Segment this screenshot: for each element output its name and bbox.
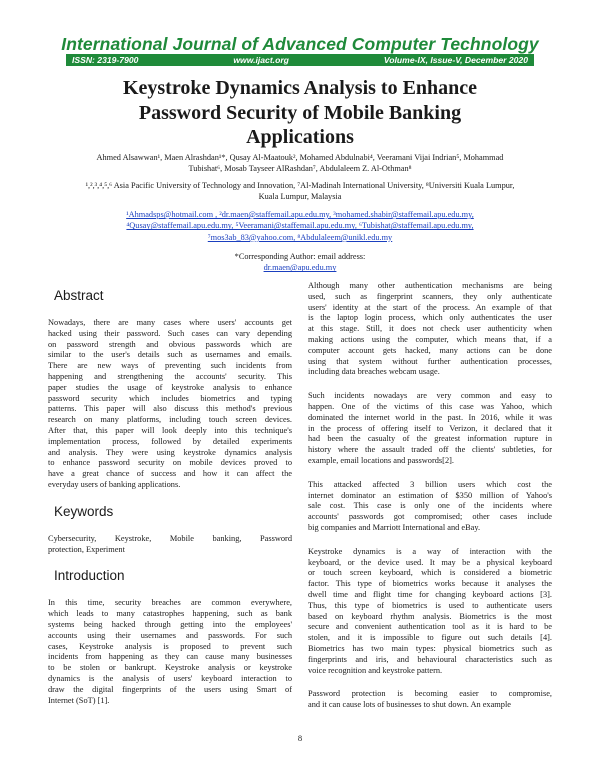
text-line: to enhance password security on mobile devices proved to: [48, 458, 292, 468]
text-line: making actions using the computer, which means that, if a: [308, 334, 552, 344]
journal-website[interactable]: www.ijact.org: [233, 55, 289, 65]
text-line: in the process of offering itself to Verizon, it declared that it: [308, 423, 552, 433]
journal-info-bar: [66, 54, 534, 66]
author-list: [50, 152, 550, 175]
text-line: example, email locations and passwords[2].: [308, 455, 454, 465]
journal-issn: ISSN: 2319-7900: [72, 55, 139, 65]
affiliation-line: ¹,²,³,⁴,⁵,⁶ Asia Pacific University of Technology and Innovation, ⁷Al-Madinah International University, ⁸Universiti Kuala Lumpur,: [85, 181, 515, 190]
text-line: which leads to many catastrophes happening, such as bank: [48, 609, 292, 619]
text-line: draw the digital fingerprints of the users using Smart of: [48, 684, 292, 694]
text-line: research on many platforms, including touch screen devices.: [48, 415, 292, 425]
text-line: protection, Experiment: [48, 544, 125, 554]
text-line: similar to the user's details such as usernames and emails.: [48, 350, 292, 360]
journal-title: International Journal of Advanced Computer Technology: [61, 34, 539, 54]
text-line: stolen, and it is impossible to figure out such details [4].: [308, 633, 552, 643]
text-line: Although many other authentication mechanisms are being: [308, 281, 552, 290]
abstract-heading: Abstract: [54, 288, 104, 303]
text-line: accounts' passwords got compromised; other cases include: [308, 512, 552, 522]
body-paragraph: [308, 391, 552, 467]
page-number: 8: [297, 733, 303, 743]
text-line: dominated the internet world in the past. In 2016, while it was: [308, 412, 552, 422]
text-line: at this stage. Still, it does not check user authenticity when: [308, 324, 552, 334]
text-line: Password protection is becoming easier to compromise,: [308, 689, 552, 699]
text-line: factor. This type of biometrics works because it analyses the: [308, 579, 552, 589]
body-paragraph: [308, 547, 552, 677]
text-line: history where the assault traded off the clients' subtleties, for: [308, 445, 552, 455]
text-line: Internet (SoT) [1].: [48, 695, 110, 705]
right-column: [308, 281, 552, 724]
text-line: Thus, this type of biometrics is used to authenticate users: [308, 600, 552, 610]
text-line: big companies and Marriott International and eBay.: [308, 522, 481, 532]
text-line: systems being hacked through getting into the employees': [48, 619, 292, 629]
text-line: and analysis. They were using keystroke dynamics analysis: [48, 447, 292, 457]
body-paragraph: [308, 480, 552, 534]
text-line: happening and strengthening the accounts' security. This: [48, 371, 292, 381]
text-line: computer account gets hacked, many actions can be done: [308, 345, 552, 355]
text-line: sale cost. This case is only one of the incidents where: [308, 501, 552, 511]
paper-title-line: Applications: [246, 126, 354, 148]
email-line[interactable]: ⁴Qusay@staffemail.apu.edu.my, ⁵Veeramani@staffemail.apu.edu.my, ⁶Tubishat@staffemail.apu.edu.my,: [126, 221, 474, 231]
text-line: In this time, security breaches are common everywhere,: [48, 598, 292, 608]
text-line: paper studies the usage of keystroke analysis to enhance: [48, 382, 292, 392]
text-line: have a great chance of success and how it can affect the: [48, 469, 292, 479]
text-line: This attacked affected 3 billion users which cost the: [308, 479, 552, 489]
text-line: password security which includes biometrics and typing: [48, 393, 292, 403]
text-line: cases, Keystroke analysis is proposed to prevent such: [48, 641, 292, 651]
email-line[interactable]: ⁷mos3ab_83@yahoo.com, ⁸Abdulaleem@unikl.edu.my: [207, 232, 393, 242]
introduction-text: [48, 598, 292, 706]
text-line: based on keyboard rhythm analysis. Biometrics is the most: [308, 611, 552, 621]
text-line: including data breaches webcam usage.: [308, 367, 440, 377]
corresponding-email-link[interactable]: dr.maen@apu.edu.my: [263, 263, 337, 273]
keywords-text: [48, 534, 292, 556]
text-line: keyboard, or the device used. It may be a physical keyboard: [308, 557, 552, 567]
text-line: users' identity at the start of the process. An example of that: [308, 302, 552, 312]
text-line: Keystroke dynamics is a way of interaction with the: [308, 546, 552, 556]
text-line: implementation process, followed by detailed experiments: [48, 436, 292, 446]
paper-title-line: Password Security of Mobile Banking: [138, 101, 462, 124]
text-line: After that, this paper will look deeply into this technique's: [48, 425, 292, 435]
text-line: There are new ways of preventing such incidents from: [48, 361, 292, 371]
affiliation-line: Kuala Lumpur, Malaysia: [258, 192, 342, 202]
affiliations: [50, 180, 550, 203]
corresponding-author: [50, 251, 550, 274]
text-line: hacked using their password. Such cases can vary depending: [48, 328, 292, 338]
journal-volume-issue: Volume-IX, Issue-V, December 2020: [383, 55, 528, 65]
introduction-heading: Introduction: [54, 568, 125, 584]
text-line: everyday users of banking applications.: [48, 479, 181, 489]
text-line: incidents from happening as they can cause many businesses: [48, 652, 292, 662]
text-line: or touch screen keyboard, which is considered a biometric: [308, 568, 552, 578]
text-line: and it can cause lots of businesses to shut down. An example: [308, 700, 511, 710]
text-line: Biometrics has two main types: physical biometrics such as: [308, 643, 552, 653]
text-line: dwell time and flight time for changing keyboard actions [3].: [308, 589, 552, 599]
body-paragraph: [308, 281, 552, 378]
text-line: patterns. This paper will also discuss this method's previous: [48, 404, 292, 414]
text-line: dynamics is the analysis of users' keyboard interaction to: [48, 673, 292, 683]
text-line: fingerprints and iris, and behavioural characteristics such as: [308, 654, 552, 664]
email-line[interactable]: ¹Ahmadsps@hotmail.com , ²dr.maen@staffemail.apu.edu.my, ³mohamed.shabir@staffemail.apu.edu.my,: [126, 210, 474, 219]
text-line: internet dominator an estimation of $350 million of Yahoo's: [308, 490, 552, 500]
text-line: Cybersecurity, Keystroke, Mobile banking, Password: [48, 533, 292, 543]
author-line: Ahmed Alsawwan¹, Maen Alrashdan¹*, Qusay Al-Maatouk², Mohamed Abdulnabi⁴, Veeramani Vijai Indrian⁵, Mohammad: [96, 153, 504, 162]
text-line: voice recognition and keystroke pattern.: [308, 665, 443, 675]
author-emails: [50, 209, 550, 243]
left-column: [48, 282, 292, 719]
corresponding-label: *Corresponding Author: email address:: [234, 252, 366, 261]
text-line: using that system without further authentication processes,: [308, 356, 552, 366]
text-line: on password strength and obvious passwords which are: [48, 339, 292, 349]
text-line: used, such as fingerprint scanners, they only authenticate: [308, 291, 552, 301]
paper-title-line: Keystroke Dynamics Analysis to Enhance: [122, 77, 478, 99]
abstract-text: [48, 318, 292, 491]
paper-title: [60, 76, 540, 150]
text-line: Such incidents nowadays are very common and easy to: [308, 391, 552, 401]
author-line: Tubishat⁶, Mosab Tayseer AlRashdan⁷, Abdulaleem Z. Al-Othman⁸: [188, 164, 412, 174]
text-line: secure and convenient authentication tool as it is hard to be: [308, 622, 552, 632]
body-paragraph: [308, 689, 552, 711]
text-line: had been the casualty of the greatest information rupture in: [308, 434, 552, 444]
text-line: to be stolen or bankrupt. Keystroke analysis or keystroke: [48, 663, 292, 673]
text-line: happen. One of the victims of this case was Yahoo, which: [308, 401, 552, 411]
text-line: accounts using their usernames and passwords. For such: [48, 630, 292, 640]
text-line: is the laptop login process, which only authenticates the user: [308, 313, 552, 323]
text-line: Nowadays, there are many cases where users' accounts get: [48, 318, 292, 327]
keywords-heading: Keywords: [54, 503, 114, 519]
